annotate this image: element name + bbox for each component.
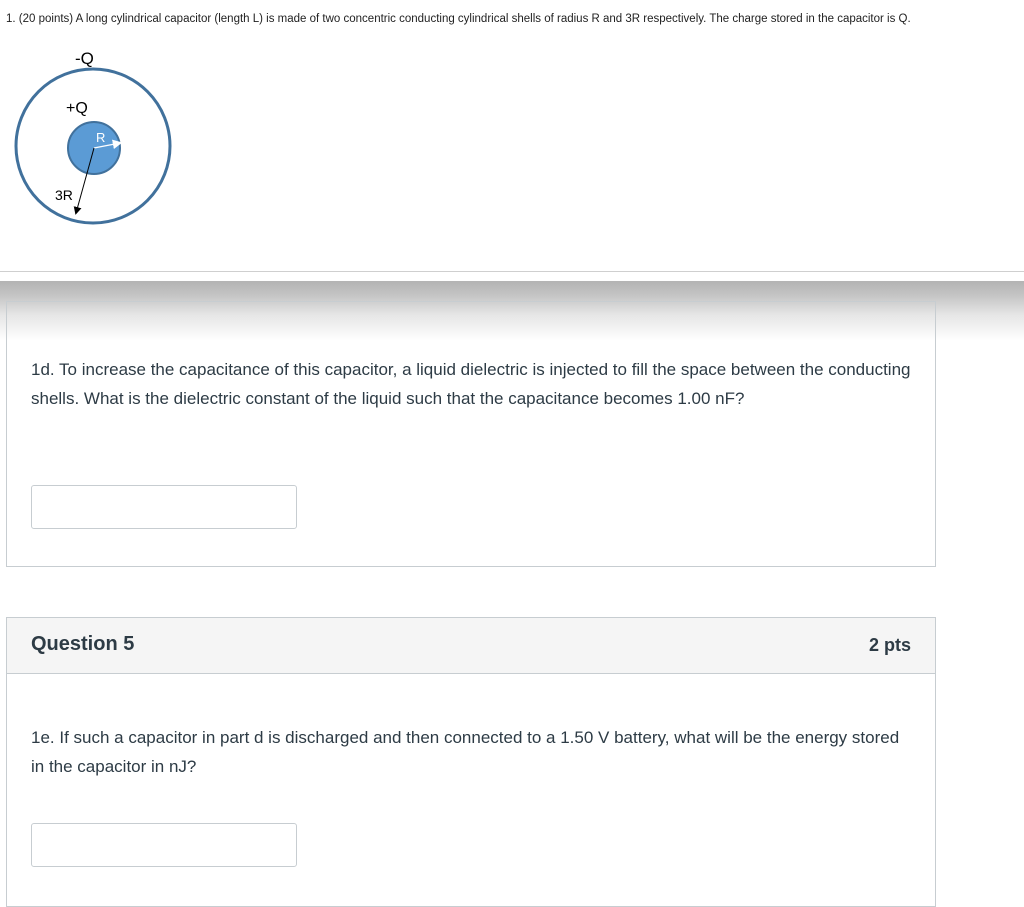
question-5-card [6,617,936,907]
inner-charge-label: +Q [66,100,88,117]
question-5-title: Question 5 [31,633,135,655]
outer-radius-label: 3R [55,187,73,203]
question-5-text: 1e. If such a capacitor in part d is discharged and then connected to a 1.50 V battery, what will be the energy stored in the capacitor in nJ? [31,728,900,776]
question-d-text: 1d. To increase the capacitance of this capacitor, a liquid dielectric is injected to fill the space between the conducting shells. What is the dielectric constant of the liquid such that the capacitance becomes 1.00 nF? [31,360,911,408]
divider [0,271,1024,272]
outer-charge-label: -Q [75,49,94,68]
question-d-answer-input[interactable] [31,485,297,529]
inner-radius-label: R [96,130,106,145]
question-d-card [6,301,936,567]
problem-intro: 1. (20 points) A long cylindrical capacitor (length L) is made of two concentric conducting cylindrical shells of radius R and 3R respectively. The charge stored in the capacitor is Q. [6,13,911,25]
question-5-points: 2 pts [868,635,911,655]
question-5-answer-input[interactable] [31,823,297,867]
capacitor-diagram [0,40,200,240]
question-5-header [7,618,935,674]
